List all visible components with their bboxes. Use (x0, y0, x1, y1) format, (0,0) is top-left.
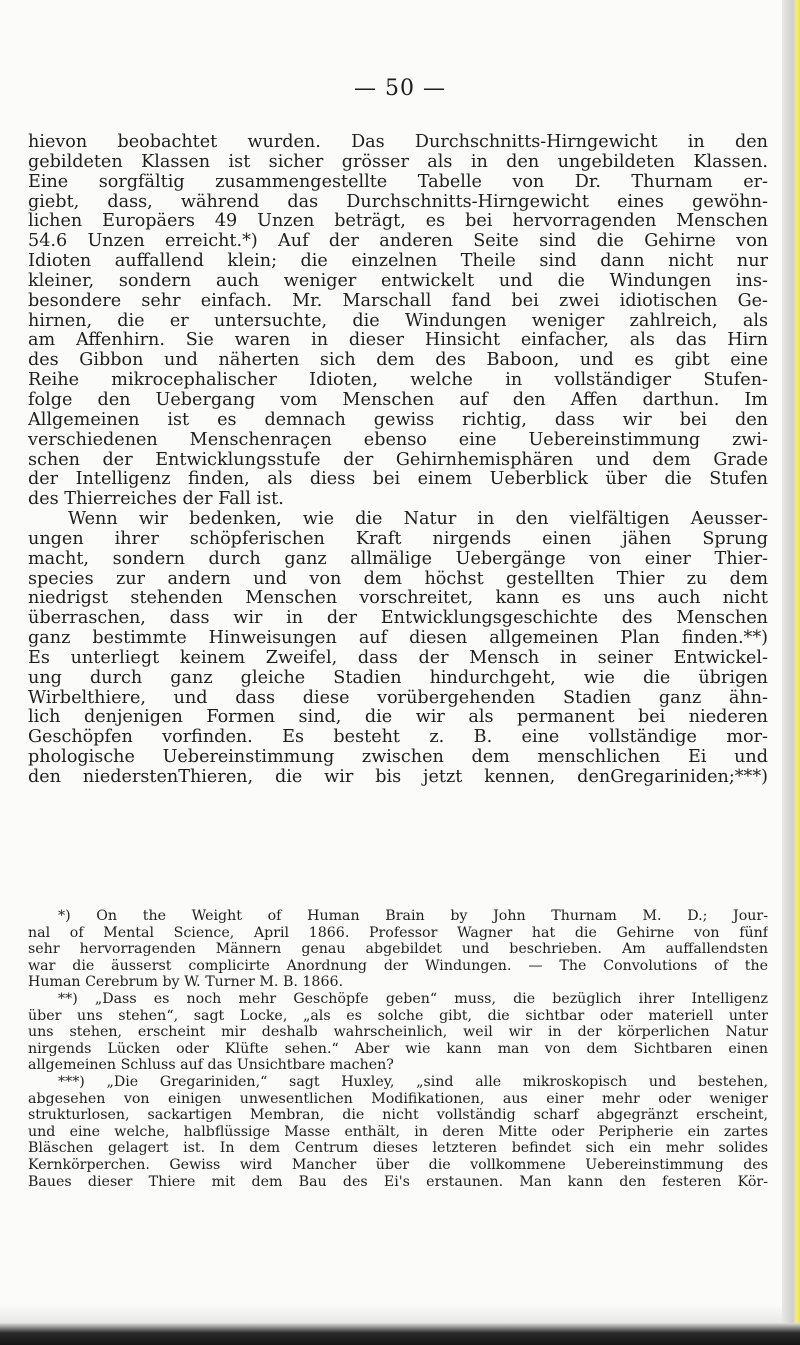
footnote-line: ***) „Die Gregariniden,“ sagt Huxley, „sind alle mikroskopisch und bestehen, (58, 1073, 768, 1090)
book-edge-right (782, 0, 800, 1345)
text-line: giebt, dass, während das Durchschnitts-Hirngewicht eines gewöhn- (28, 192, 768, 212)
text-line: Es unterliegt keinem Zweifel, dass der Mensch in seiner Entwickel- (28, 648, 768, 668)
text-line: Wenn wir bedenken, wie die Natur in den vielfältigen Aeusser- (68, 510, 768, 530)
footnote-line: und eine welche, halbflüssige Masse enthält, in deren Mitte oder Peripherie ein zartes (28, 1123, 768, 1140)
text-line: Eine sorgfältig zusammengestellte Tabelle von Dr. Thurnam er- (28, 172, 768, 192)
text-line: macht, sondern durch ganz allmälige Uebergänge von einer Thier- (28, 549, 768, 569)
text-line: lich denjenigen Formen sind, die wir als permanent bei niederen (28, 708, 768, 728)
footnote-line: nirgends Lücken oder Klüfte sehen.“ Aber wie kann man von dem Sichtbaren einen (28, 1040, 768, 1057)
footnote-line: strukturlosen, sackartigen Membran, die nicht vollständig scharf abgegränzt erscheint, (28, 1107, 768, 1124)
footnote-line: Bläschen gelagert ist. In dem Centrum dieses letzteren befindet sich ein mehr solides (28, 1140, 768, 1157)
footnote-line: über uns stehen“, sagt Locke, „als es solche gibt, die sichtbar oder materiell unter (28, 1007, 768, 1024)
text-line: niedrigst stehenden Menschen vorschreitet, kann es uns auch nicht (28, 589, 768, 609)
text-line: hievon beobachtet wurden. Das Durchschnitts-Hirngewicht in den (28, 133, 768, 152)
text-line: folge den Uebergang vom Menschen auf den Affen darthun. Im (28, 390, 768, 410)
text-line: des Gibbon und näherten sich dem des Baboon, und es gibt eine (28, 351, 768, 371)
text-line: verschiedenen Menschenraçen ebenso eine Uebereinstimmung zwi- (28, 430, 768, 450)
footnote-line: allgemeinen Schluss auf das Unsichtbare machen? (28, 1057, 394, 1074)
text-line: Idioten auffallend klein; die einzelnen Theile sind dann nicht nur (28, 252, 768, 272)
footnote-line: war die äusserst complicirte Anordnung der Windungen. — The Convolutions of the (28, 957, 768, 974)
footnotes (28, 908, 768, 1190)
text-line: 54.6 Unzen erreicht.*) Auf der anderen Seite sind die Gehirne von (28, 232, 768, 252)
text-line: überraschen, dass wir in der Entwicklungsgeschichte des Menschen (28, 609, 768, 629)
text-line: des Thierreiches der Fall ist. (28, 490, 284, 510)
footnote-line: *) On the Weight of Human Brain by John Thurnam M. D.; Jour- (58, 908, 768, 924)
text-line: den niederstenThieren, die wir bis jetzt kennen, denGregariniden;***) (28, 768, 768, 787)
page-number: — 50 — (354, 76, 446, 101)
text-line: der Intelligenz finden, als diess bei einem Ueberblick über die Stufen (28, 470, 768, 490)
text-line: schen der Entwicklungsstufe der Gehirnhemisphären und dem Grade (28, 450, 768, 470)
footnote-line: Human Cerebrum by W. Turner M. B. 1866. (28, 974, 344, 991)
text-line: hirnen, die er untersuchte, die Windungen weniger zahlreich, als (28, 311, 768, 331)
footnote-line: uns stehen, erscheint mir deshalb wahrscheinlich, weil wir in der körperlichen Natur (28, 1024, 768, 1041)
text-line: gebildeten Klassen ist sicher grösser als in den ungebildeten Klassen. (28, 152, 768, 172)
main-text (28, 133, 768, 788)
footnote-line: abgesehen von einigen unwesentlichen Modifikationen, aus einer mehr oder weniger (28, 1090, 768, 1107)
text-line: Geschöpfen vorfinden. Es besteht z. B. eine vollständige mor- (28, 728, 768, 748)
text-line: Reihe mikrocephalischer Idioten, welche in vollständiger Stufen- (28, 371, 768, 391)
text-line: species zur andern und von dem höchst gestellten Thier zu dem (28, 569, 768, 589)
text-line: Wirbelthiere, und dass diese vorübergehenden Stadien ganz ähn- (28, 688, 768, 708)
text-line: lichen Europäers 49 Unzen beträgt, es bei hervorragenden Menschen (28, 212, 768, 232)
footnote-line: Kernkörperchen. Gewiss wird Mancher über die vollkommene Uebereinstimmung des (28, 1156, 768, 1173)
book-edge-bottom (0, 1323, 800, 1345)
text-line: ung durch ganz gleiche Stadien hindurchgeht, wie die übrigen (28, 668, 768, 688)
text-line: am Affenhirn. Sie waren in dieser Hinsicht einfacher, als das Hirn (28, 331, 768, 351)
text-line: phologische Uebereinstimmung zwischen dem menschlichen Ei und (28, 748, 768, 768)
page-edge-shadow (0, 1305, 800, 1323)
text-line: Allgemeinen ist es demnach gewiss richtig, dass wir bei den (28, 410, 768, 430)
text-line: besondere sehr einfach. Mr. Marschall fand bei zwei idiotischen Ge- (28, 291, 768, 311)
text-line: kleiner, sondern auch weniger entwickelt und die Windungen ins- (28, 271, 768, 291)
text-line: ungen ihrer schöpferischen Kraft nirgends einen jähen Sprung (28, 529, 768, 549)
text-line: ganz bestimmte Hinweisungen auf diesen allgemeinen Plan finden.**) (28, 629, 768, 649)
footnote-line: Baues dieser Thiere mit dem Bau des Ei's erstaunen. Man kann den festeren Kör- (28, 1173, 768, 1190)
footnote-line: sehr hervorragenden Männern genau abgebildet und beschrieben. Am auffallendsten (28, 941, 768, 958)
footnote-line: **) „Dass es noch mehr Geschöpfe geben“ muss, die bezüglich ihrer Intelligenz (58, 990, 768, 1007)
footnote-line: nal of Mental Science, April 1866. Professor Wagner hat die Gehirne von fünf (28, 924, 768, 941)
